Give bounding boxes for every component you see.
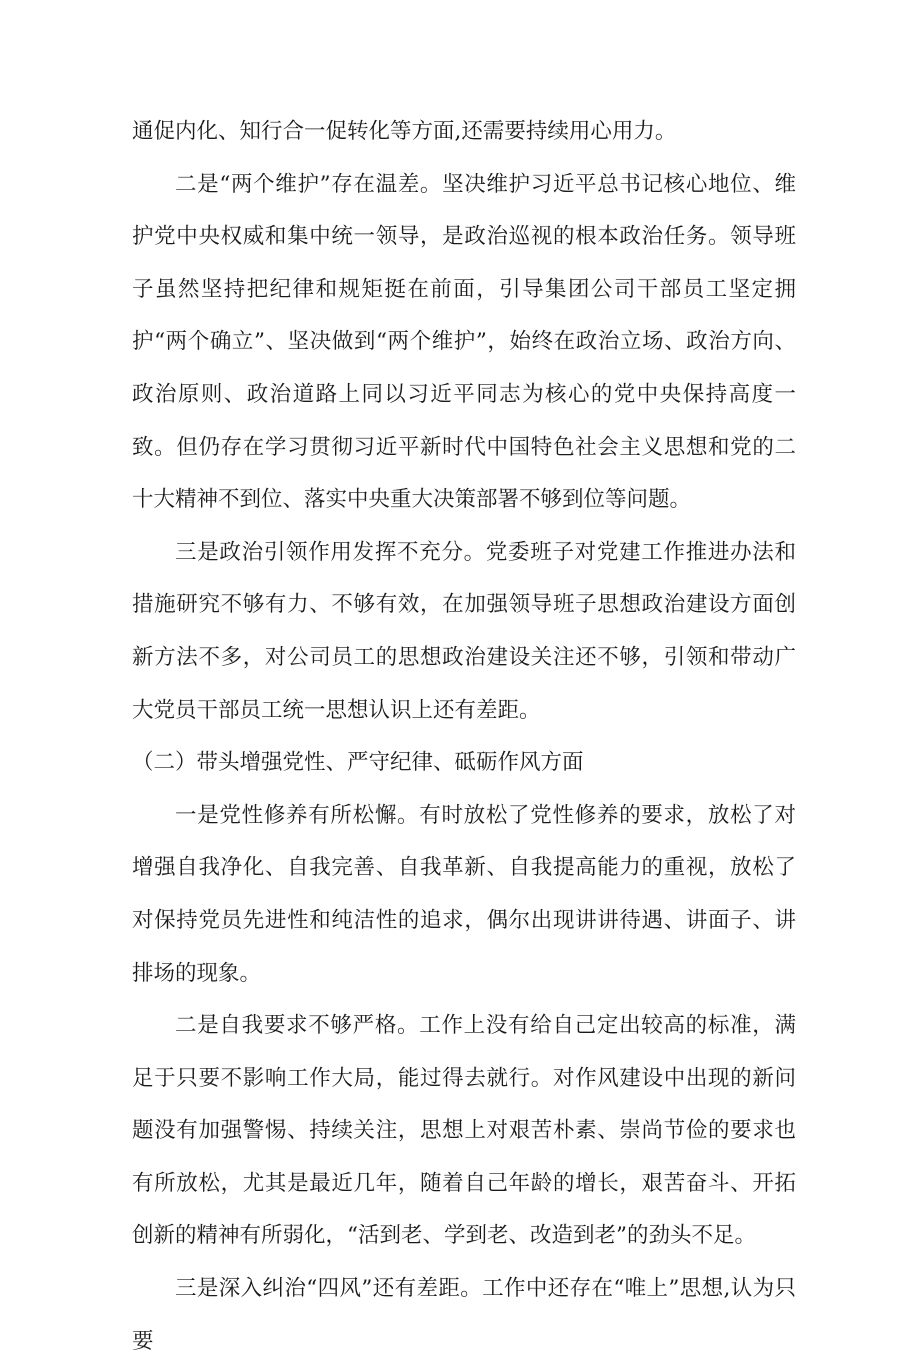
paragraph-four-winds: 三是深入纠治“四风”还有差距。工作中还存在“唯上”思想,认为只要 xyxy=(132,1276,796,1354)
paragraph-party-spirit: 一是党性修养有所松懈。有时放松了党性修养的要求，放松了对增强自我净化、自我完善、自我革新、自我提高能力的重视，放松了对保持党员先进性和纯洁性的追求，偶尔出现讲讲待遇、讲面子、讲排场的现象。 xyxy=(132,802,796,986)
paragraph-two-safeguards: 二是“两个维护”存在温差。坚决维护习近平总书记核心地位、维护党中央权威和集中统一领导，是政治巡视的根本政治任务。领导班子虽然坚持把纪律和规矩挺在前面，引导集团公司干部员工坚定拥护“两个确立”、坚决做到“两个维护”，始终在政治立场、政治方向、政治原则、政治道路上同以习近平同志为核心的党中央保持高度一致。但仍存在学习贯彻习近平新时代中国特色社会主义思想和党的二十大精神不到位、落实中央重大决策部署不够到位等问题。 xyxy=(132,171,796,513)
paragraph-continuation: 通促内化、知行合一促转化等方面,还需要持续用心用力。 xyxy=(132,119,677,144)
section-heading: （二）带头增强党性、严守纪律、砥砺作风方面 xyxy=(132,750,584,776)
paragraph-political-leadership: 三是政治引领作用发挥不充分。党委班子对党建工作推进办法和措施研究不够有力、不够有效，在加强领导班子思想政治建设方面创新方法不多，对公司员工的思想政治建设关注还不够，引领和带动广大党员干部员工统一思想认识上还有差距。 xyxy=(132,539,796,723)
document-body xyxy=(132,106,796,1368)
paragraph-self-requirements: 二是自我要求不够严格。工作上没有给自己定出较高的标准，满足于只要不影响工作大局，能过得去就行。对作风建设中出现的新问题没有加强警惕、持续关注，思想上对艰苦朴素、崇尚节俭的要求也有所放松，尤其是最近几年，随着自己年龄的增长，艰苦奋斗、开拓创新的精神有所弱化，“活到老、学到老、改造到老”的劲头不足。 xyxy=(132,1013,796,1249)
